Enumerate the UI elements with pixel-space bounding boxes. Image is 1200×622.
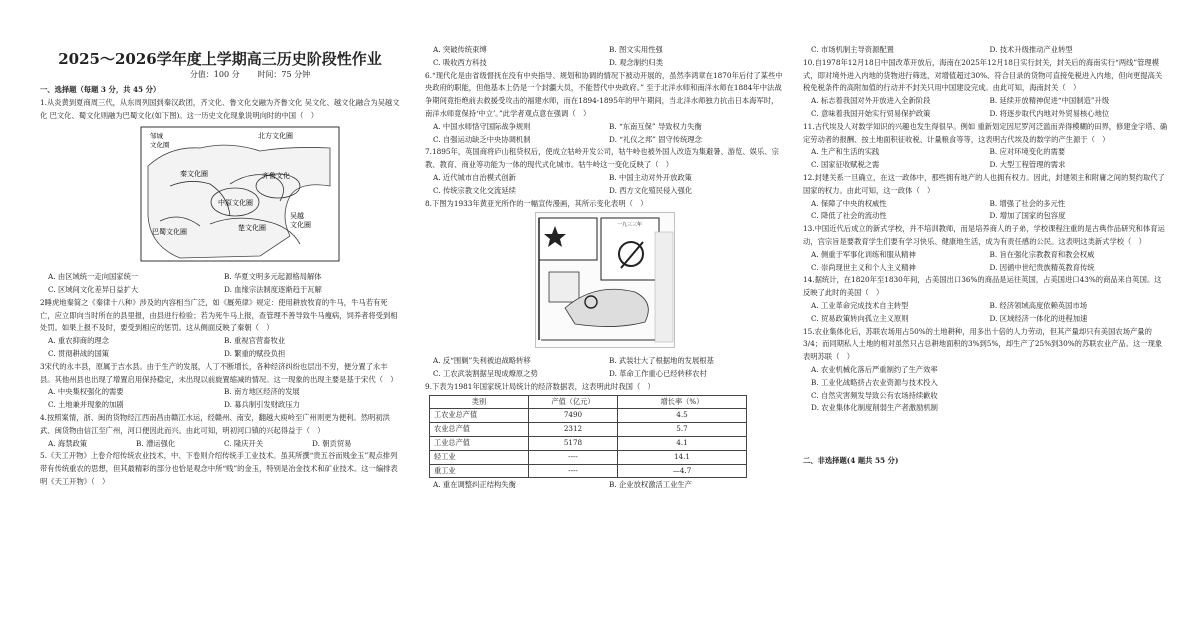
question-9-stem: 9.下表为1981年国家统计局统计的经济数据表，这表明此时我国（ ） — [425, 381, 655, 391]
option-b[interactable]: B. 旨在强化宗教教育和教会权威 — [989, 249, 1095, 259]
option-d[interactable]: D. 技术升级推动产业转型 — [989, 45, 1073, 54]
score-label: 分值：100 分 — [189, 70, 240, 79]
option-a[interactable]: A. 海禁政策 — [48, 438, 88, 448]
question-7-options — [425, 172, 785, 198]
option-c[interactable]: C. 传统宗教文化交流延续 — [433, 185, 516, 195]
table-cell: ---- — [529, 464, 618, 478]
option-a[interactable]: A. 中国水师恪守国际战争规则 — [433, 121, 531, 131]
option-c[interactable]: C. 意味着我国开始实行贸易保护政策 — [811, 108, 931, 118]
question-10-options — [803, 95, 1168, 121]
map-label-north: 北方文化圈 — [258, 132, 293, 141]
question-15-options — [803, 364, 1168, 415]
option-a[interactable]: A. 保障了中央的权威性 — [811, 198, 887, 208]
map-label-qilu: 齐鲁文化 — [262, 172, 290, 181]
option-b[interactable]: B. “东南互保” 导致权力失衡 — [609, 121, 702, 131]
question-10-stem: 10.自1978年12月18日中国改革开放后，海南在2025年12月18日实行封关，封关后的海南实行“两线”管理模式，即对境外进入内地的货物进行筛选，对增值超过30%、符合目录的货物可直接免税进入内地，但向更提高关税免税条件的高附加值的行动并不封关只用中国建设完成。由此可知，海南封关（ ） — [803, 57, 1163, 93]
option-b[interactable]: B. 企业放权激活工业生产 — [609, 480, 692, 490]
table-cell: 5.7 — [618, 423, 747, 437]
option-a[interactable]: A. 重在调整纠正结构失衡 — [433, 480, 516, 490]
map-label-wuyue: 吴越 — [290, 212, 304, 221]
table-header: 类别 — [430, 395, 529, 409]
table-cell: 农业总产值 — [430, 423, 529, 437]
option-b[interactable]: B. 增强了社会的多元性 — [989, 198, 1066, 208]
question-3-stem: 3宋代的永丰县，原属于吉水县。由于生产的发展，人丁不断增长，各种经济纠纷也层出不穷，便分置了永丰县。其他州县也出现了增置启用保持稳定，未出现以前旋置缩减的情况。这一现象的出现主要是基于宋代（ ） — [40, 361, 398, 384]
table-row — [430, 409, 747, 423]
section-2-heading: 二、非选择题(4 题共 55 分) — [803, 456, 899, 466]
option-b[interactable]: B. 武装壮大了根据地的发展根基 — [609, 356, 714, 366]
question-11-options — [803, 146, 1168, 172]
option-a[interactable]: A. 侧重于军事化训练和服从精神 — [811, 249, 916, 259]
table-header: 增长率（%） — [618, 395, 747, 409]
table-row — [430, 450, 747, 464]
option-d[interactable]: D. 增加了国家的包容度 — [989, 211, 1066, 221]
option-d[interactable]: D. 繁重的赋役负担 — [224, 348, 286, 358]
table-cell: 7490 — [529, 409, 618, 423]
map-label-zoucheng: 邹城 — [150, 132, 163, 141]
question-13-options — [803, 249, 1168, 275]
table-cell: 4.5 — [618, 409, 747, 423]
map-label-chu: 楚文化圈 — [238, 224, 266, 233]
option-d[interactable]: D. 因循中世纪贵族精英教育传统 — [989, 262, 1095, 272]
time-label: 时间：75 分钟 — [257, 70, 311, 79]
option-b[interactable]: B. 华夏文明多元起源格局解体 — [224, 272, 322, 282]
table-header: 产值（亿元） — [529, 395, 618, 409]
poster-caption: 一九三三年 — [617, 222, 643, 229]
option-d[interactable]: D. 大型工程管理的需求 — [989, 160, 1066, 170]
question-1-stem: 1.从炎黄到夏商周三代，从东周列国到秦汉政团，齐文化、鲁文化交融为齐鲁文化 吴文化、越文化融合为吴越文化 巴文化、蜀文化则融为巴蜀文化(如下图)。这一历史文化现象说明向时的中国（ ） — [40, 97, 400, 120]
option-c[interactable]: C. 土地兼并现象的加剧 — [48, 400, 124, 410]
option-a[interactable]: A. 突破传统束缚 — [433, 45, 487, 54]
option-b[interactable]: B. 中国主动对外开放政策 — [609, 172, 692, 182]
option-c[interactable]: C. 自然灾害频发导致公有农场持续歉收 — [811, 390, 938, 400]
question-9-options-cd — [803, 44, 1168, 57]
table-cell: ---- — [529, 450, 618, 464]
option-d[interactable]: D. “礼仪之邦” 固守传统理念 — [609, 134, 702, 144]
table-cell: 重工业 — [430, 464, 529, 478]
option-b[interactable]: B. 经济领域高度依赖英国市场 — [989, 300, 1088, 310]
option-c[interactable]: C. 市场机制主导资源配置 — [811, 45, 894, 54]
table-cell: 工农业总产值 — [430, 409, 529, 423]
option-c[interactable]: C. 降低了社会的流动性 — [811, 211, 887, 221]
option-a[interactable]: A. 工业革命完成技术自主转型 — [811, 300, 909, 310]
option-a[interactable]: A. 生产和生活的实践 — [811, 147, 880, 157]
option-d[interactable]: D. 区域经济一体化的进程加速 — [989, 313, 1088, 323]
map-label-bashu: 巴蜀文化圈 — [152, 228, 187, 237]
table-cell: 5178 — [529, 436, 618, 450]
option-d[interactable]: D. 西方文化殖民侵入强化 — [609, 185, 693, 195]
map-label-zoucheng-circle: 文化圈 — [150, 141, 170, 150]
option-d[interactable]: D. 革命工作重心已经转移农村 — [609, 368, 707, 378]
question-7-stem: 7.1895年，英国商将庐山租贷权后，使成立牯岭开发公司，牯牛岭也被外国人改造为集避暑、游览、娱乐、宗教、教育、商业等功能为一体的现代式化城市。牯牛岭这一变化反映了（ ） — [425, 147, 779, 170]
question-9-options-ab — [425, 479, 785, 492]
option-d[interactable]: D. 将逐步取代内地对外贸易核心地位 — [989, 108, 1110, 118]
question-15-stem: 15.农业集体化后，苏联农场用占50%的土地耕种，用多出十倍的人力劳动，但其产量却只有美国农场产量的3/4；而同期私人土地的相对虽然只占总耕地面积的3%到5%，却生产了25%到30%的苏联农业产品。这一现象表明苏联（ ） — [803, 326, 1163, 362]
page-title: 2025～2026学年度上学期高三历史阶段性作业 — [58, 50, 382, 68]
table-row — [430, 423, 747, 437]
option-a[interactable]: A. 反“围剿”失利被迫战略转移 — [433, 356, 531, 366]
table-cell: 2312 — [529, 423, 618, 437]
question-12-stem: 12.封建关系一旦确立，在这一政体中，那些拥有地产的人也拥有权力。因此，封建领主和附庸之间的契约取代了国家的权力。由此可知，这一政体（ ） — [803, 172, 1165, 195]
option-c[interactable]: C. 贯彻耕战的国策 — [48, 348, 110, 358]
option-c[interactable]: C. 区域间文化差异日益扩大 — [48, 284, 139, 294]
option-c[interactable]: C. 崇尚现世主义和个人主义精神 — [811, 262, 916, 272]
map-label-zhongyuan: 中原文化圈 — [218, 199, 253, 208]
option-a[interactable]: A. 中央集权强化的需要 — [48, 387, 124, 397]
economic-data-table — [429, 395, 747, 479]
culture-map — [140, 126, 340, 262]
option-a[interactable]: A. 重农抑商的理念 — [48, 336, 109, 346]
option-c[interactable]: C. 吸收西方科技 — [433, 57, 487, 67]
option-a[interactable]: A. 近代城市自治模式创新 — [433, 172, 516, 182]
question-14-options — [803, 300, 1168, 326]
map-label-qin: 秦文化圈 — [180, 170, 208, 179]
option-c[interactable]: C. 自强运动缺乏中央协调机制 — [433, 134, 531, 144]
option-d[interactable]: D. 农业集体化制度削弱生产者激励机制 — [811, 403, 938, 413]
question-4-options — [40, 438, 400, 451]
question-2-options — [40, 335, 400, 361]
column-middle — [425, 0, 785, 622]
option-a[interactable]: A. 标志着我国对外开放进入全新阶段 — [811, 96, 931, 106]
option-b[interactable]: B. 延续开放精神促进“中国制造”升级 — [989, 96, 1110, 106]
question-5-stem: 5.《天工开物》上卷介绍传统农业技术，中、下卷则介绍传统手工业技术。虽其所撰“贵五谷而贱金玉”观点排列带有传统重农的思想，但其最精彩的部分也恰是观念中所“贱”的金玉，特别是冶金技术和矿业技术。这一编排表明《天工开物》（ ） — [40, 451, 398, 486]
question-8-stem: 8.下图为1933年黄亚光所作的一幅宣传漫画，其所示变化表明（ ） — [425, 198, 648, 208]
option-d[interactable]: D. 观念制约归类 — [609, 57, 664, 67]
table-cell: 4.1 — [618, 436, 747, 450]
table-header-row — [430, 395, 747, 409]
option-d[interactable]: D. 朝贡贸易 — [312, 438, 352, 448]
question-13-stem: 13.中国近代后成立的新式学校，并不培训教师，而是培养商人的子弟，学校课程注重的是古典作品研究和体育运动，宫宗旨是要教育学生们要有学习快乐、健康地生活，成为有责任感的公民。这表明这类新式学校（ ） — [803, 224, 1165, 246]
question-3-options — [40, 386, 400, 412]
option-a[interactable]: A. 由区域统一走向国家统一 — [48, 272, 139, 282]
option-c[interactable]: C. 贸易政策转向孤立主义原则 — [811, 313, 909, 323]
option-b[interactable]: B. 重视官营畜牧业 — [224, 336, 286, 346]
option-d[interactable]: D. 血缘宗法制度逐渐趋于瓦解 — [224, 284, 322, 294]
option-b[interactable]: B. 工业化战略挤占农业资源与技术投入 — [811, 377, 938, 387]
table-cell: 工业总产值 — [430, 436, 529, 450]
question-5-options — [425, 44, 785, 70]
question-2-stem: 2睡虎地秦简之《秦律十八种》涉及的内容相当广泛，如《厩苑律》规定：使用耕放牧育的牛马，牛马若有死亡，应立即向当时所在的县里报，由县进行检验；若为死牛马上报，查管理不善导致牛马瘦病，饲养者将受到相处罚。如果上报不及时，要受到相应的惩罚。这从侧面反映了秦朝（ ） — [40, 297, 398, 333]
question-6-options — [425, 121, 785, 147]
table-cell: 14.1 — [618, 450, 747, 464]
map-label-wuyue-circle: 文化圈 — [290, 221, 311, 230]
table-row — [430, 436, 747, 450]
option-b[interactable]: B. 漕运强化 — [136, 438, 176, 448]
option-b[interactable]: B. 图文实用性强 — [609, 45, 663, 54]
option-c[interactable]: C. 隆庆开关 — [224, 438, 264, 448]
question-8-options — [425, 355, 785, 381]
option-b[interactable]: B. 南方地区经济的发展 — [224, 387, 300, 397]
option-d[interactable]: D. 募兵制引发财政压力 — [224, 400, 300, 410]
column-right — [803, 0, 1168, 622]
question-6-stem: 6.“现代化是由省级督抚在没有中央指导、规划和协调的情况下被动开展的，虽然李鸿章在1870年后付了某些中央政府的职能，但他基本上仍是一个封疆大员，不能替代中央政府。” 至于北洋水师和南洋水师在1884年中法战争期间竟拒绝前去救援受攻击的福建水师，而在1894-1895年的甲午期间，当北洋水师独力抗击日本海军时，南洋水师竟保持‘中立’。”此学者观点意在强调（ ） — [425, 70, 783, 118]
section-heading: 一、选择题（每题 3 分，共 45 分） — [40, 85, 161, 94]
score-time-line — [100, 69, 400, 81]
question-14-stem: 14.据统计，在1820年至1830年间，占美国出口36%的商品是运往英国，占美国进口43%的商品来自英国。这反映了此时的美国（ ） — [803, 275, 1162, 298]
question-12-options — [803, 198, 1168, 224]
option-c[interactable]: C. 工农武装割据呈现成燎原之势 — [433, 368, 538, 378]
question-11-stem: 11.古代埃及人对数学知识的兴趣也发生得很早。例如 重新划定因尼罗河泛滥而弄得模糊的田界，修建金字塔、确定劳动者的报酬、按土地面积征收税、计量粮食等等，这表明古代埃及的数学的产生源于（ ） — [803, 121, 1168, 144]
option-a[interactable]: A. 农业机械化落后严重制约了生产效率 — [811, 364, 938, 374]
table-row — [430, 464, 747, 478]
question-1-options — [40, 271, 400, 297]
table-cell: 轻工业 — [430, 450, 529, 464]
option-c[interactable]: C. 国家征收赋税之需 — [811, 160, 880, 170]
propaganda-poster — [535, 212, 675, 348]
question-4-stem: 4.按照案情，浙、闽的货物经江西南昌由赣江水运，经赣州、南安，翻越大庾岭至广州则更为便利。然明初洪武、闽货物由信江至广州，河口便因此而兴。由此可知，明初河口镇的兴起得益于（ ） — [40, 412, 390, 435]
column-left — [40, 0, 400, 578]
table-cell: —4.7 — [618, 464, 747, 478]
option-b[interactable]: B. 应对环境变化的需要 — [989, 147, 1066, 157]
